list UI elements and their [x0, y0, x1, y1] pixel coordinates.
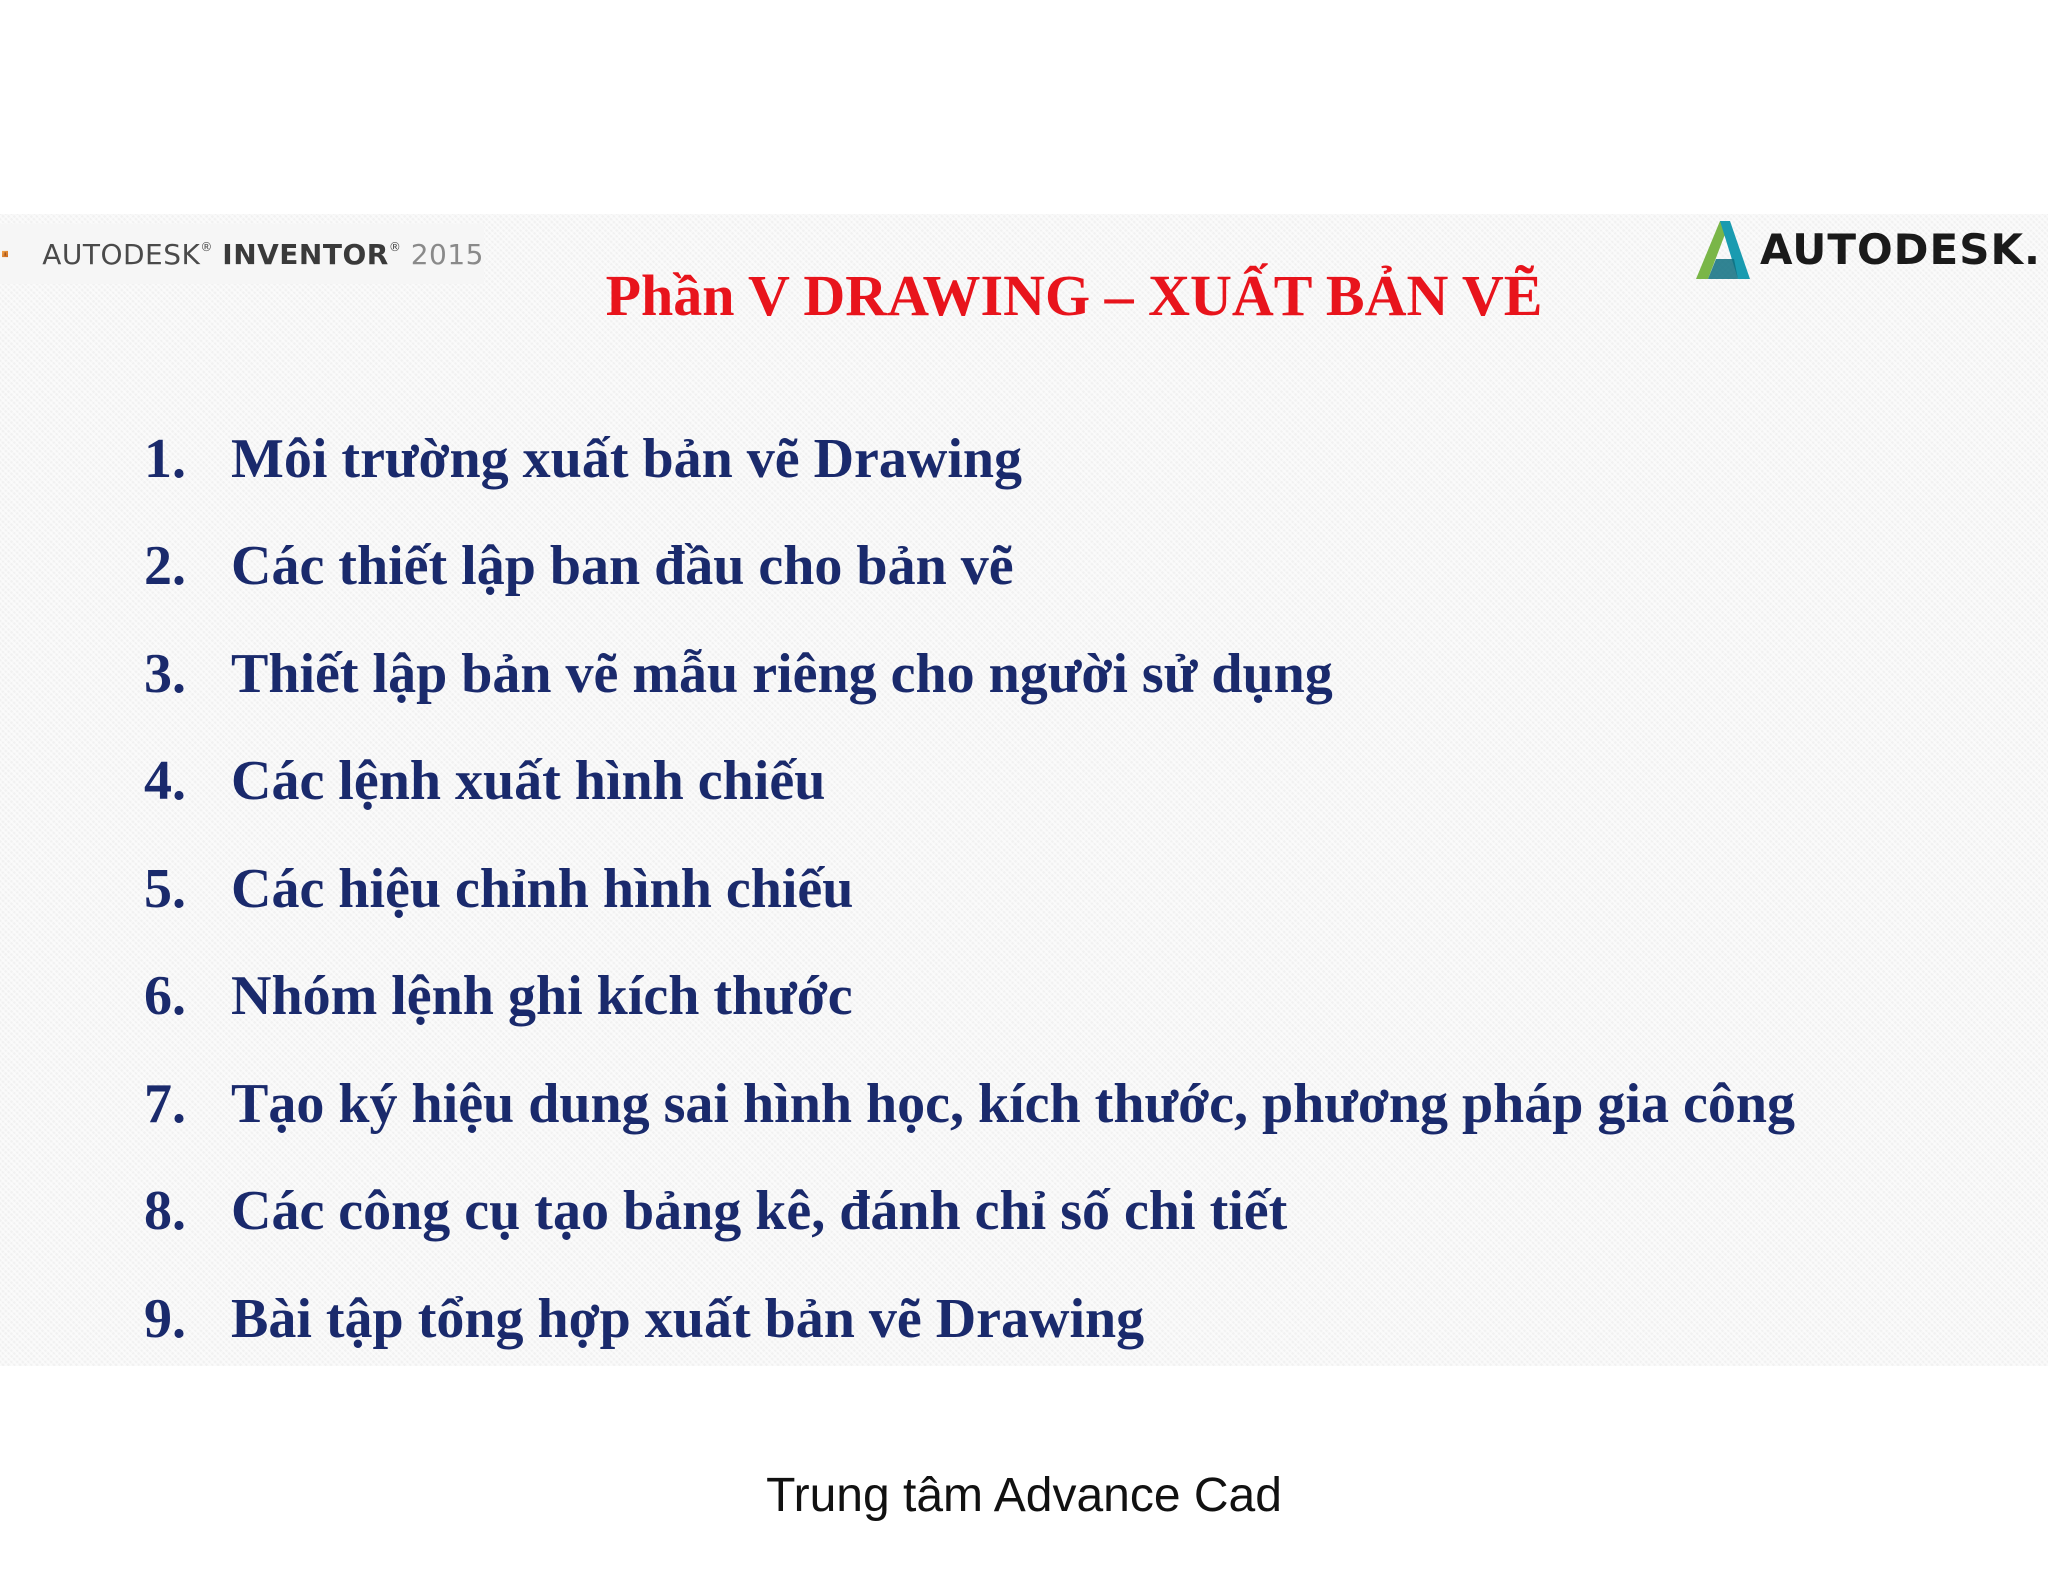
agenda-list: [144, 405, 1795, 1373]
agenda-item-number: 7.: [144, 1072, 186, 1135]
agenda-item-number: 1.: [144, 427, 186, 490]
agenda-item-text: Tạo ký hiệu dung sai hình học, kích thước, phương pháp gia công: [231, 1072, 1795, 1135]
agenda-item-number: 5.: [144, 857, 186, 920]
agenda-item: [144, 835, 1795, 943]
agenda-item: [144, 943, 1795, 1051]
agenda-item-number: 4.: [144, 750, 186, 813]
inventor-brand: AUTODESK: [42, 237, 201, 271]
inventor-brand-registered: ®: [200, 239, 213, 254]
agenda-item-text: Thiết lập bản vẽ mẫu riêng cho người sử dụng: [231, 642, 1333, 705]
autodesk-wordmark: AUTODESK.: [1760, 224, 2041, 274]
agenda-item: [144, 513, 1795, 621]
agenda-item: [144, 1265, 1795, 1373]
agenda-item: [144, 1050, 1795, 1158]
agenda-item: [144, 728, 1795, 836]
inventor-icon-letter: I: [4, 251, 6, 257]
inventor-year: 2015: [410, 237, 484, 271]
agenda-item-number: 2.: [144, 535, 186, 598]
footer-text: Trung tâm Advance Cad: [766, 1469, 1282, 1522]
agenda-item-number: 9.: [144, 1287, 186, 1350]
slide-title: Phần V DRAWING – XUẤT BẢN VẼ: [605, 263, 1543, 328]
agenda-item-text: Môi trường xuất bản vẽ Drawing: [231, 427, 1023, 490]
agenda-item-number: 8.: [144, 1180, 186, 1243]
inventor-product-registered: ®: [388, 239, 402, 254]
agenda-item-text: Các thiết lập ban đầu cho bản vẽ: [231, 535, 1014, 598]
agenda-item-text: Bài tập tổng hợp xuất bản vẽ Drawing: [231, 1287, 1145, 1350]
agenda-item-text: Nhóm lệnh ghi kích thước: [231, 965, 853, 1028]
agenda-item-text: Các lệnh xuất hình chiếu: [231, 750, 826, 813]
agenda-item-number: 6.: [144, 965, 186, 1028]
agenda-item-text: Các hiệu chỉnh hình chiếu: [231, 857, 854, 920]
agenda-item: [144, 405, 1795, 513]
agenda-item: [144, 620, 1795, 728]
agenda-item: [144, 1158, 1795, 1266]
agenda-item-number: 3.: [144, 642, 186, 705]
inventor-product: INVENTOR: [222, 237, 389, 271]
agenda-item-text: Các công cụ tạo bảng kê, đánh chỉ số chi tiết: [231, 1180, 1288, 1243]
